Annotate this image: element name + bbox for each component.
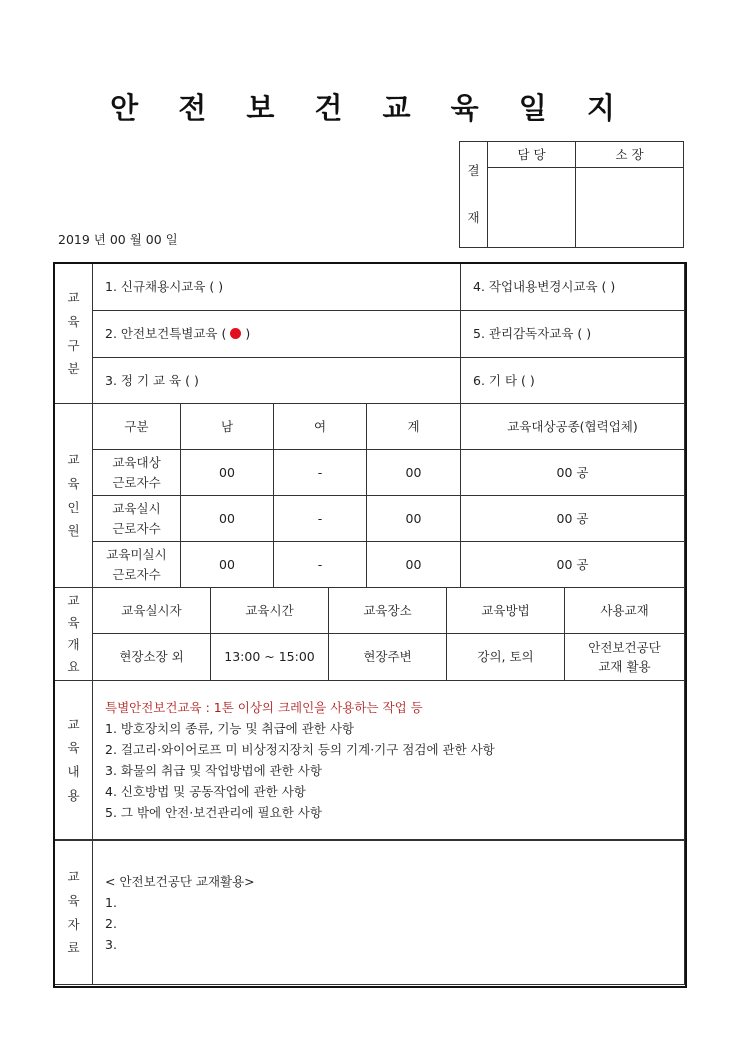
row-label: 교육미실시 근로자수 <box>93 542 181 588</box>
overview-label: 교 육 개 요 <box>55 588 93 681</box>
row-trade[interactable]: 00 공 <box>461 542 685 588</box>
approval-sign-manager[interactable] <box>488 168 576 248</box>
content-body[interactable] <box>93 681 685 840</box>
main-form <box>54 263 684 985</box>
overview-section <box>54 587 685 681</box>
content-heading: 특별안전보건교육 : 1톤 이상의 크레인을 사용하는 작업 등 <box>105 700 423 715</box>
table-row <box>55 450 685 496</box>
personnel-label: 교 육 인 원 <box>55 404 93 588</box>
row-label: 교육대상 근로자수 <box>93 450 181 496</box>
approval-col-director: 소 장 <box>576 142 684 168</box>
row-female[interactable]: - <box>274 496 367 542</box>
overview-place[interactable]: 현장주변 <box>329 634 447 681</box>
overview-header-material: 사용교재 <box>565 588 685 634</box>
approval-box <box>459 141 684 248</box>
row-male[interactable]: 00 <box>181 542 274 588</box>
personnel-header-category: 구분 <box>93 404 181 450</box>
approval-col-manager: 담 당 <box>488 142 576 168</box>
report-date: 2019 년 00 월 00 일 <box>58 232 178 247</box>
row-male[interactable]: 00 <box>181 496 274 542</box>
overview-header-time: 교육시간 <box>211 588 329 634</box>
category-section <box>54 263 685 404</box>
approval-side-label: 결 재 <box>460 142 488 248</box>
list-item: 4. 신호방법 및 공동작업에 관한 사항 <box>105 784 306 799</box>
list-item: 3. <box>105 937 117 952</box>
overview-instructor[interactable]: 현장소장 외 <box>93 634 211 681</box>
row-female[interactable]: - <box>274 542 367 588</box>
overview-method[interactable]: 강의, 토의 <box>447 634 565 681</box>
row-trade[interactable]: 00 공 <box>461 496 685 542</box>
content-label: 교 육 내 용 <box>55 681 93 840</box>
category-option-3[interactable]: 3. 정 기 교 육 ( ) <box>93 358 461 404</box>
overview-header-method: 교육방법 <box>447 588 565 634</box>
list-item: 2. 걸고리·와이어로프 미 비상정지장치 등의 기계·기구 점검에 관한 사항 <box>105 742 495 757</box>
materials-heading: < 안전보건공단 교재활용> <box>105 874 255 889</box>
category-label: 교 육 구 분 <box>55 264 93 404</box>
overview-header-place: 교육장소 <box>329 588 447 634</box>
personnel-header-total: 계 <box>367 404 461 450</box>
list-item: 2. <box>105 916 117 931</box>
row-male[interactable]: 00 <box>181 450 274 496</box>
page-title: 안 전 보 건 교 육 일 지 <box>110 91 630 125</box>
list-item: 5. 그 밖에 안전·보건관리에 필요한 사항 <box>105 805 322 820</box>
personnel-header-female: 여 <box>274 404 367 450</box>
row-total[interactable]: 00 <box>367 496 461 542</box>
category-option-2[interactable]: 2. 안전보건특별교육 ( ) <box>93 311 461 358</box>
row-trade[interactable]: 00 공 <box>461 450 685 496</box>
personnel-header-male: 남 <box>181 404 274 450</box>
overview-time[interactable]: 13:00 ~ 15:00 <box>211 634 329 681</box>
category-option-6[interactable]: 6. 기 타 ( ) <box>461 358 685 404</box>
list-item: 1. <box>105 895 117 910</box>
materials-body[interactable] <box>93 841 685 985</box>
list-item: 3. 화물의 취급 및 작업방법에 관한 사항 <box>105 763 322 778</box>
content-section <box>54 680 685 840</box>
row-total[interactable]: 00 <box>367 542 461 588</box>
personnel-header-trade: 교육대상공종(협력업체) <box>461 404 685 450</box>
approval-sign-director[interactable] <box>576 168 684 248</box>
overview-material[interactable]: 안전보건공단 교재 활용 <box>565 634 685 681</box>
materials-section <box>54 840 685 985</box>
row-female[interactable]: - <box>274 450 367 496</box>
table-row <box>55 496 685 542</box>
materials-label: 교 육 자 료 <box>55 841 93 985</box>
selected-dot-icon <box>230 328 241 339</box>
row-label: 교육실시 근로자수 <box>93 496 181 542</box>
category-option-4[interactable]: 4. 작업내용변경시교육 ( ) <box>461 264 685 311</box>
row-total[interactable]: 00 <box>367 450 461 496</box>
overview-header-instructor: 교육실시자 <box>93 588 211 634</box>
table-row <box>55 542 685 588</box>
personnel-section <box>54 403 685 588</box>
category-option-1[interactable]: 1. 신규채용시교육 ( ) <box>93 264 461 311</box>
list-item: 1. 방호장치의 종류, 기능 및 취급에 관한 사항 <box>105 721 354 736</box>
category-option-5[interactable]: 5. 관리감독자교육 ( ) <box>461 311 685 358</box>
